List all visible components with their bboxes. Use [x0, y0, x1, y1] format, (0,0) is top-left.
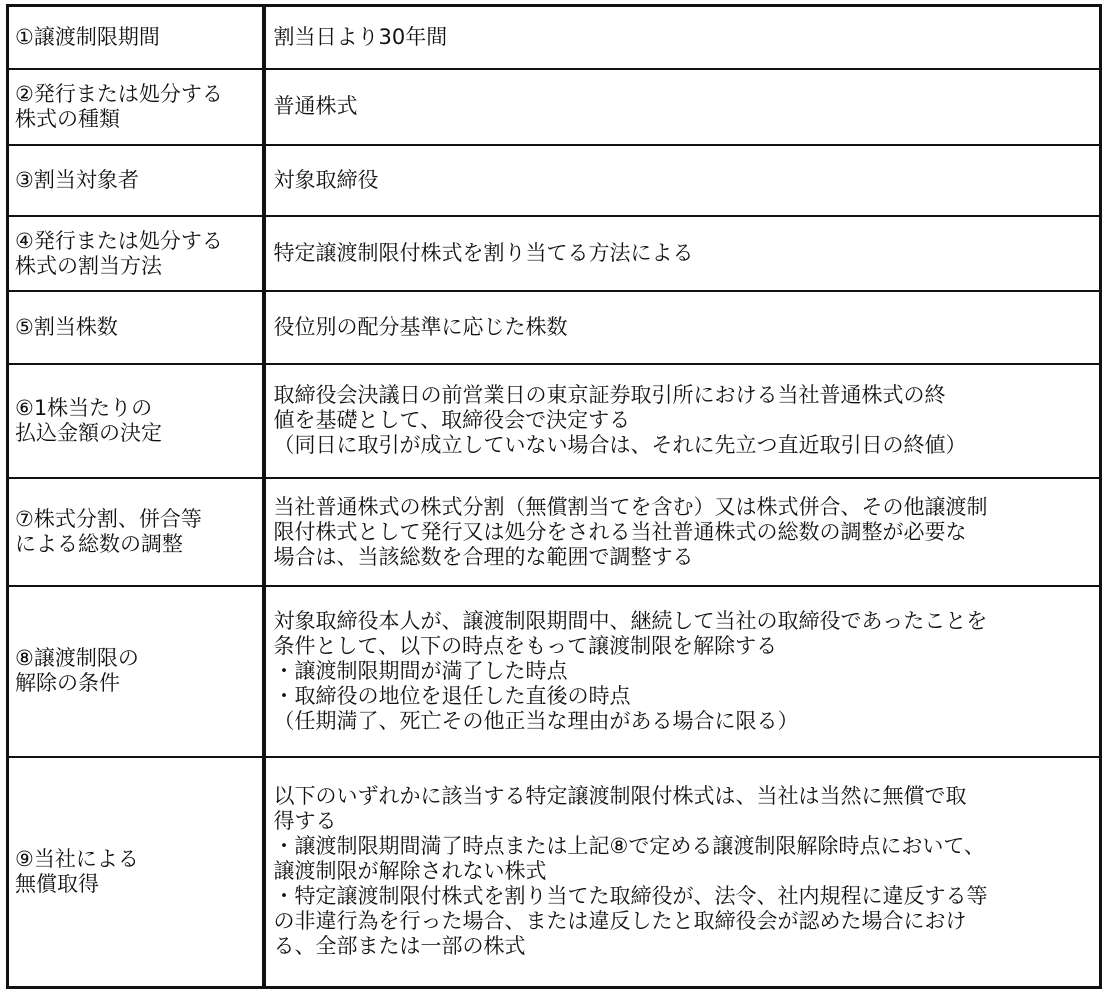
- value-line: 条件として、以下の時点をもって譲渡制限を解除する: [273, 633, 778, 658]
- row-value: [264, 216, 1101, 291]
- table-row: [8, 145, 1101, 216]
- value-line: 取締役会決議日の前営業日の東京証券取引所における当社普通株式の終: [273, 383, 946, 408]
- value-line: 当社普通株式の株式分割（無償割当てを含む）又は株式併合、その他譲渡制: [273, 494, 988, 519]
- value-line: 限付株式として発行又は処分をされる当社普通株式の総数の調整が必要な: [273, 519, 967, 544]
- row-value: [264, 757, 1101, 988]
- value-line: 対象取締役本人が、譲渡制限期間中、継続して当社の取締役であったことを: [273, 608, 988, 633]
- value-line: 役位別の配分基準に応じた株数: [273, 314, 568, 339]
- label-line: による総数の調整: [15, 532, 183, 557]
- label-line: 解除の条件: [15, 671, 120, 696]
- value-line: （任期満了、死亡その他正当な理由がある場合に限る）: [273, 708, 799, 733]
- table-row: [8, 364, 1101, 478]
- value-line: ・取締役の地位を退任した直後の時点: [273, 683, 631, 708]
- label-line: 無償取得: [15, 871, 99, 896]
- table-row: [8, 478, 1101, 586]
- value-line: 場合は、当該総数を合理的な範囲で調整する: [273, 544, 694, 569]
- row-value: [264, 69, 1101, 145]
- value-line: る、全部または一部の株式: [273, 934, 526, 959]
- row-label: [8, 69, 264, 145]
- label-line: ⑤割当株数: [15, 314, 118, 339]
- label-line: ②発行または処分する: [15, 81, 223, 106]
- label-line: ③割当対象者: [15, 168, 139, 192]
- value-line: 値を基礎として、取締役会で決定する: [273, 408, 631, 433]
- label-line: ⑦株式分割、併合等: [15, 507, 202, 532]
- value-line: 割当日より30年間: [273, 24, 448, 49]
- restricted-stock-terms-table: [6, 4, 1102, 989]
- value-line: 普通株式: [273, 94, 358, 119]
- value-line: 得する: [273, 809, 337, 834]
- value-line: ・特定譲渡制限付株式を割り当てた取締役が、法令、社内規程に違反する等: [273, 884, 988, 909]
- row-value: [264, 364, 1101, 478]
- row-label: [8, 216, 264, 291]
- row-label: [8, 757, 264, 988]
- label-line: ①譲渡制限期間: [15, 24, 160, 49]
- row-value: [264, 145, 1101, 216]
- table-row: [8, 757, 1101, 988]
- row-label: [8, 145, 264, 216]
- table-row: [8, 6, 1101, 69]
- value-line: ・譲渡制限期間が満了した時点: [273, 658, 568, 683]
- row-value: [264, 478, 1101, 586]
- value-line: 対象取締役: [273, 168, 379, 192]
- value-line: （同日に取引が成立していない場合は、それに先立つ直近取引日の終値）: [273, 433, 967, 458]
- label-line: ⑥1株当たりの: [15, 395, 153, 420]
- label-line: ④発行または処分する: [15, 228, 223, 253]
- value-line: ・譲渡制限期間満了時点または上記⑧で定める譲渡制限解除時点において、: [273, 834, 985, 859]
- row-label: [8, 6, 264, 69]
- value-line: 以下のいずれかに該当する特定譲渡制限付株式は、当社は当然に無償で取: [273, 784, 967, 809]
- label-line: 株式の種類: [15, 106, 120, 131]
- row-value: [264, 586, 1101, 757]
- row-label: [8, 291, 264, 363]
- row-label: [8, 586, 264, 757]
- value-line: 譲渡制限が解除されない株式: [273, 859, 547, 884]
- label-line: ⑧譲渡制限の: [15, 646, 139, 671]
- label-line: 払込金額の決定: [15, 420, 162, 445]
- value-line: の非違行為を行った場合、または違反したと取締役会が認めた場合におけ: [273, 909, 967, 934]
- value-line: 特定譲渡制限付株式を割り当てる方法による: [273, 241, 694, 266]
- row-value: [264, 291, 1101, 363]
- row-label: [8, 478, 264, 586]
- label-line: 株式の割当方法: [15, 253, 162, 278]
- label-line: ⑨当社による: [15, 846, 139, 871]
- table-row: [8, 69, 1101, 145]
- table-row: [8, 291, 1101, 363]
- table-row: [8, 586, 1101, 757]
- row-value: [264, 6, 1101, 69]
- table-row: [8, 216, 1101, 291]
- row-label: [8, 364, 264, 478]
